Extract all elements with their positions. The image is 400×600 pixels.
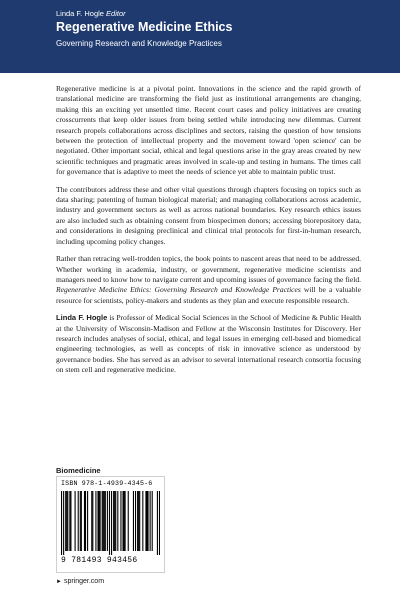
barcode-bar [150, 491, 151, 551]
barcode-box [56, 476, 165, 573]
barcode-bar [92, 491, 93, 551]
barcode-bar [84, 491, 85, 551]
blurb-paragraph: Regenerative medicine is at a pivotal point. Innovations in the science and the rapid growth of translational medicine are transforming the field just as institutional arrangements are changing, making this an exciting yet unsettled time. Recent court cases and policy initiatives are creating crosscurrents that keep older issues from being settled while introducing new dilemmas. Current research propels collaborations across disciplines and sectors, raising the question of how tensions between the protection of intellectual property and the movement toward 'open science' can be negotiated. Other important social, ethical and legal questions arise in the gray areas created by new scientific techniques and pragmatic areas involved in scale-up and testing in humans. The times call for governance that is adaptive to meet the needs of science yet able to maintain public trust. [56, 84, 361, 177]
blurb [56, 84, 361, 383]
barcode-bar [115, 491, 116, 551]
isbn-label: ISBN 978-1-4939-4345-6 [61, 480, 153, 487]
barcode-bar [124, 491, 125, 551]
barcode-bar [157, 491, 158, 555]
barcode-bar [146, 491, 147, 551]
barcode-bar [113, 491, 114, 551]
barcode-bar [138, 491, 139, 551]
barcode-bar [152, 491, 153, 551]
barcode-bar [105, 491, 106, 551]
barcode-bar [100, 491, 101, 551]
barcode-bar [102, 491, 103, 551]
barcode-bar [63, 491, 64, 555]
publisher-site[interactable] [56, 578, 104, 585]
barcode-bar [139, 491, 140, 551]
book-title-italic: Regenerative Medicine Ethics: Governing Research and Knowledge Practices [56, 285, 301, 295]
editor-line [56, 9, 126, 18]
barcode-bar [133, 491, 134, 551]
barcode-bar [87, 491, 88, 551]
book-subtitle: Governing Research and Knowledge Practices [56, 39, 222, 48]
barcode-bar [80, 491, 81, 551]
bio-text: is Professor of Medical Social Sciences in the School of Medicine & Public Health at the University of Wisconsin-Madison and Fellow at the Wisconsin Institutes for Discovery. Her research includes analyses of social, ethical, and legal issues in emerging cell-based and biomedical engineering technologies, as well as concepts of risk in innovative science as understood by governance bodies. She has served as an advisor to several international research consortia focusing on stem cell and regenerative medicine. [56, 313, 361, 375]
bio-name: Linda F. Hogle [56, 313, 108, 323]
barcode-bar [81, 491, 82, 551]
barcode-bar [111, 491, 112, 555]
blurb-paragraph [56, 254, 361, 306]
editor-role: Editor [106, 9, 126, 18]
barcode-bar [120, 491, 121, 551]
barcode-bar [114, 491, 115, 551]
editor-name: Linda F. Hogle [56, 9, 104, 18]
barcode-bar [159, 491, 160, 555]
barcode-bar [103, 491, 104, 551]
barcode-bar [135, 491, 136, 551]
barcode-bar [117, 491, 118, 551]
subject-category: Biomedicine [56, 466, 101, 475]
arrow-right-icon: ► [56, 578, 62, 585]
site-url: springer.com [63, 578, 105, 585]
author-bio [56, 313, 361, 375]
barcode-bar [122, 491, 123, 551]
barcode-bar [66, 491, 67, 551]
barcode-bar [107, 491, 108, 551]
blurb-text: Rather than retracing well-trodden topics, the book points to nascent areas that need to be addressed. Whether working in academia, industry, or government, regenerative medicine scientists and managers need to know how to navigate current and upcoming issues of governance facing the field. [56, 254, 361, 284]
cover-header [0, 0, 400, 73]
book-title: Regenerative Medicine Ethics [56, 20, 233, 34]
barcode-image [61, 491, 160, 555]
barcode-bar [95, 491, 96, 551]
barcode-bar [142, 491, 143, 551]
barcode-bar [147, 491, 148, 551]
blurb-paragraph: The contributors address these and other vital questions through chapters focusing on topics such as data sharing; patenting of human biological material; and managing collaborations across academic, industry and government sectors as well as across national boundaries. Key research ethics issues are also included such as obtaining consent from biospecimen donors; accessing biorepository data, and considerations in designing preclinical and clinical trial protocols for first-in-human research, including upcoming policy changes. [56, 184, 361, 246]
blurb-text: will be a valuable resource for scientists, policy-makers and students as they plan and execute responsible research. [56, 285, 362, 305]
barcode-bar [70, 491, 71, 551]
barcode-digits: 9 781493 943456 [61, 556, 138, 565]
barcode-bar [145, 491, 146, 551]
barcode-bar [75, 491, 76, 551]
barcode-bar [78, 491, 79, 551]
barcode-bar [61, 491, 62, 555]
barcode-bar [91, 491, 92, 551]
barcode-bar [65, 491, 66, 551]
barcode-bar [137, 491, 138, 551]
barcode-bar [125, 491, 126, 551]
barcode-bar [85, 491, 86, 551]
barcode-bar [97, 491, 98, 551]
barcode-bar [69, 491, 70, 551]
barcode-bar [109, 491, 110, 555]
barcode-bar [67, 491, 68, 551]
barcode-bar [128, 491, 129, 551]
barcode-bar [104, 491, 105, 551]
barcode-bar [99, 491, 100, 551]
